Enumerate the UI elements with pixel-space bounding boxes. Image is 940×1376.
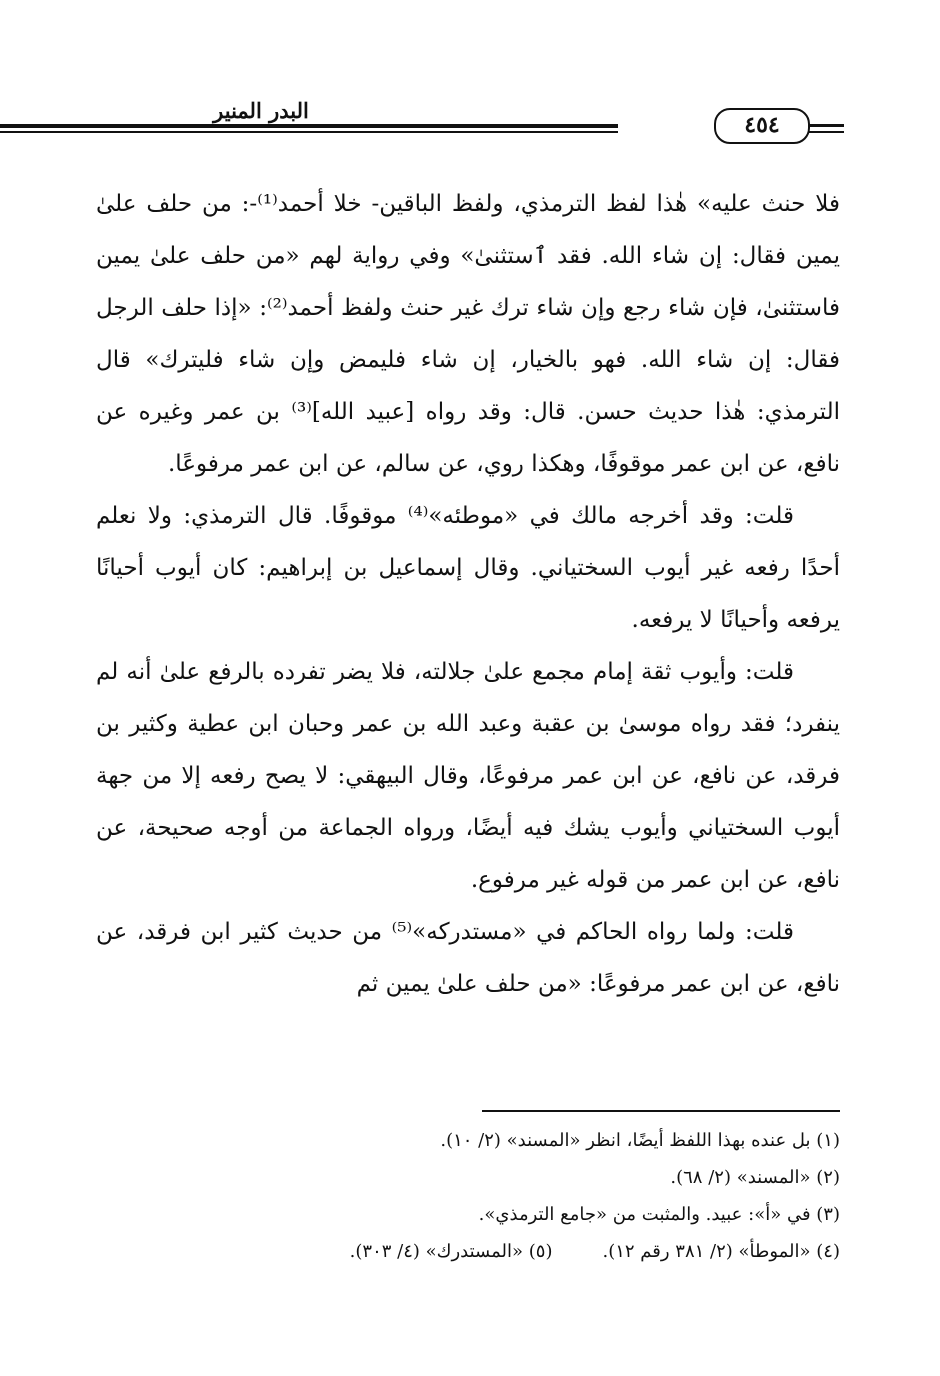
footnote-3: (٣) في «أ»: عبيد. والمثبت من «جامع الترمذي». [478, 1204, 840, 1225]
paragraph-3: قلت: وأيوب ثقة إمام مجمع علىٰ جلالته، فلا يضر تفرده بالرفع علىٰ أنه لم ينفرد؛ فقد رواه موسىٰ بن عقبة وعبد الله بن عمر وحبان ابن عطية وكثير بن فرقد، عن نافع، عن ابن عمر مرفوعًا، وقال البيهقي: لا يصح رفعه إلا من جهة أيوب السختياني وأيوب يشك فيه أيضًا، ورواه الجماعة من أوجه صحيحة، عن نافع، عن ابن عمر من قوله غير مرفوع. [96, 659, 840, 893]
footnotes [96, 1122, 840, 1270]
header-rule-thick [0, 124, 618, 128]
footnote-4: (٤) «الموطأ» (٢/ ٣٨١ رقم ١٢). [602, 1241, 840, 1262]
paragraph-1: فلا حنث عليه» هٰذا لفظ الترمذي، ولفظ الباقين- خلا أحمد⁽¹⁾-: من حلف علىٰ يمين فقال: إن شاء الله. فقد ٱستثنىٰ» وفي رواية لهم «من حلف علىٰ يمين فاستثنىٰ، فإن شاء رجع وإن شاء ترك غير حنث ولفظ أحمد⁽²⁾: «إذا حلف الرجل فقال: إن شاء الله. فهو بالخيار، إن شاء فليمض وإن شاء فليترك» قال الترمذي: هٰذا حديث حسن. قال: وقد رواه [عبيد الله]⁽³⁾ بن عمر وغيره عن نافع، عن ابن عمر موقوفًا، وهكذا روي، عن سالم، عن ابن عمر مرفوعًا. [96, 191, 840, 477]
header-rule-right-lower [808, 131, 844, 133]
paragraph-2: قلت: وقد أخرجه مالك في «موطئه»⁽⁴⁾ موقوفًا. قال الترمذي: ولا نعلم أحدًا رفعه غير أيوب السختياني. وقال إسماعيل بن إبراهيم: كان أيوب أحيانًا يرفعه وأحيانًا لا يرفعه. [96, 503, 840, 633]
header-rule-right [808, 124, 844, 127]
footnote-row-4-5 [96, 1233, 840, 1270]
footnote-2: (٢) «المسند» (٢/ ٦٨). [670, 1167, 840, 1188]
header-rule-thin [0, 131, 618, 133]
paragraph-4: قلت: ولما رواه الحاكم في «مستدركه»⁽⁵⁾ من حديث كثير ابن فرقد، عن نافع، عن ابن عمر مرفوعًا: «من حلف علىٰ يمين ثم [96, 919, 840, 997]
main-text [96, 178, 840, 1010]
footnote-5: (٥) «المستدرك» (٤/ ٣٠٣). [349, 1241, 553, 1262]
page-number: ٤٥٤ [714, 108, 810, 144]
footnote-separator [482, 1110, 840, 1112]
footnote-1: (١) بل عنده بهذا اللفظ أيضًا، انظر «المسند» (٢/ ١٠). [440, 1130, 840, 1151]
running-title: البدر المنير [213, 98, 309, 123]
